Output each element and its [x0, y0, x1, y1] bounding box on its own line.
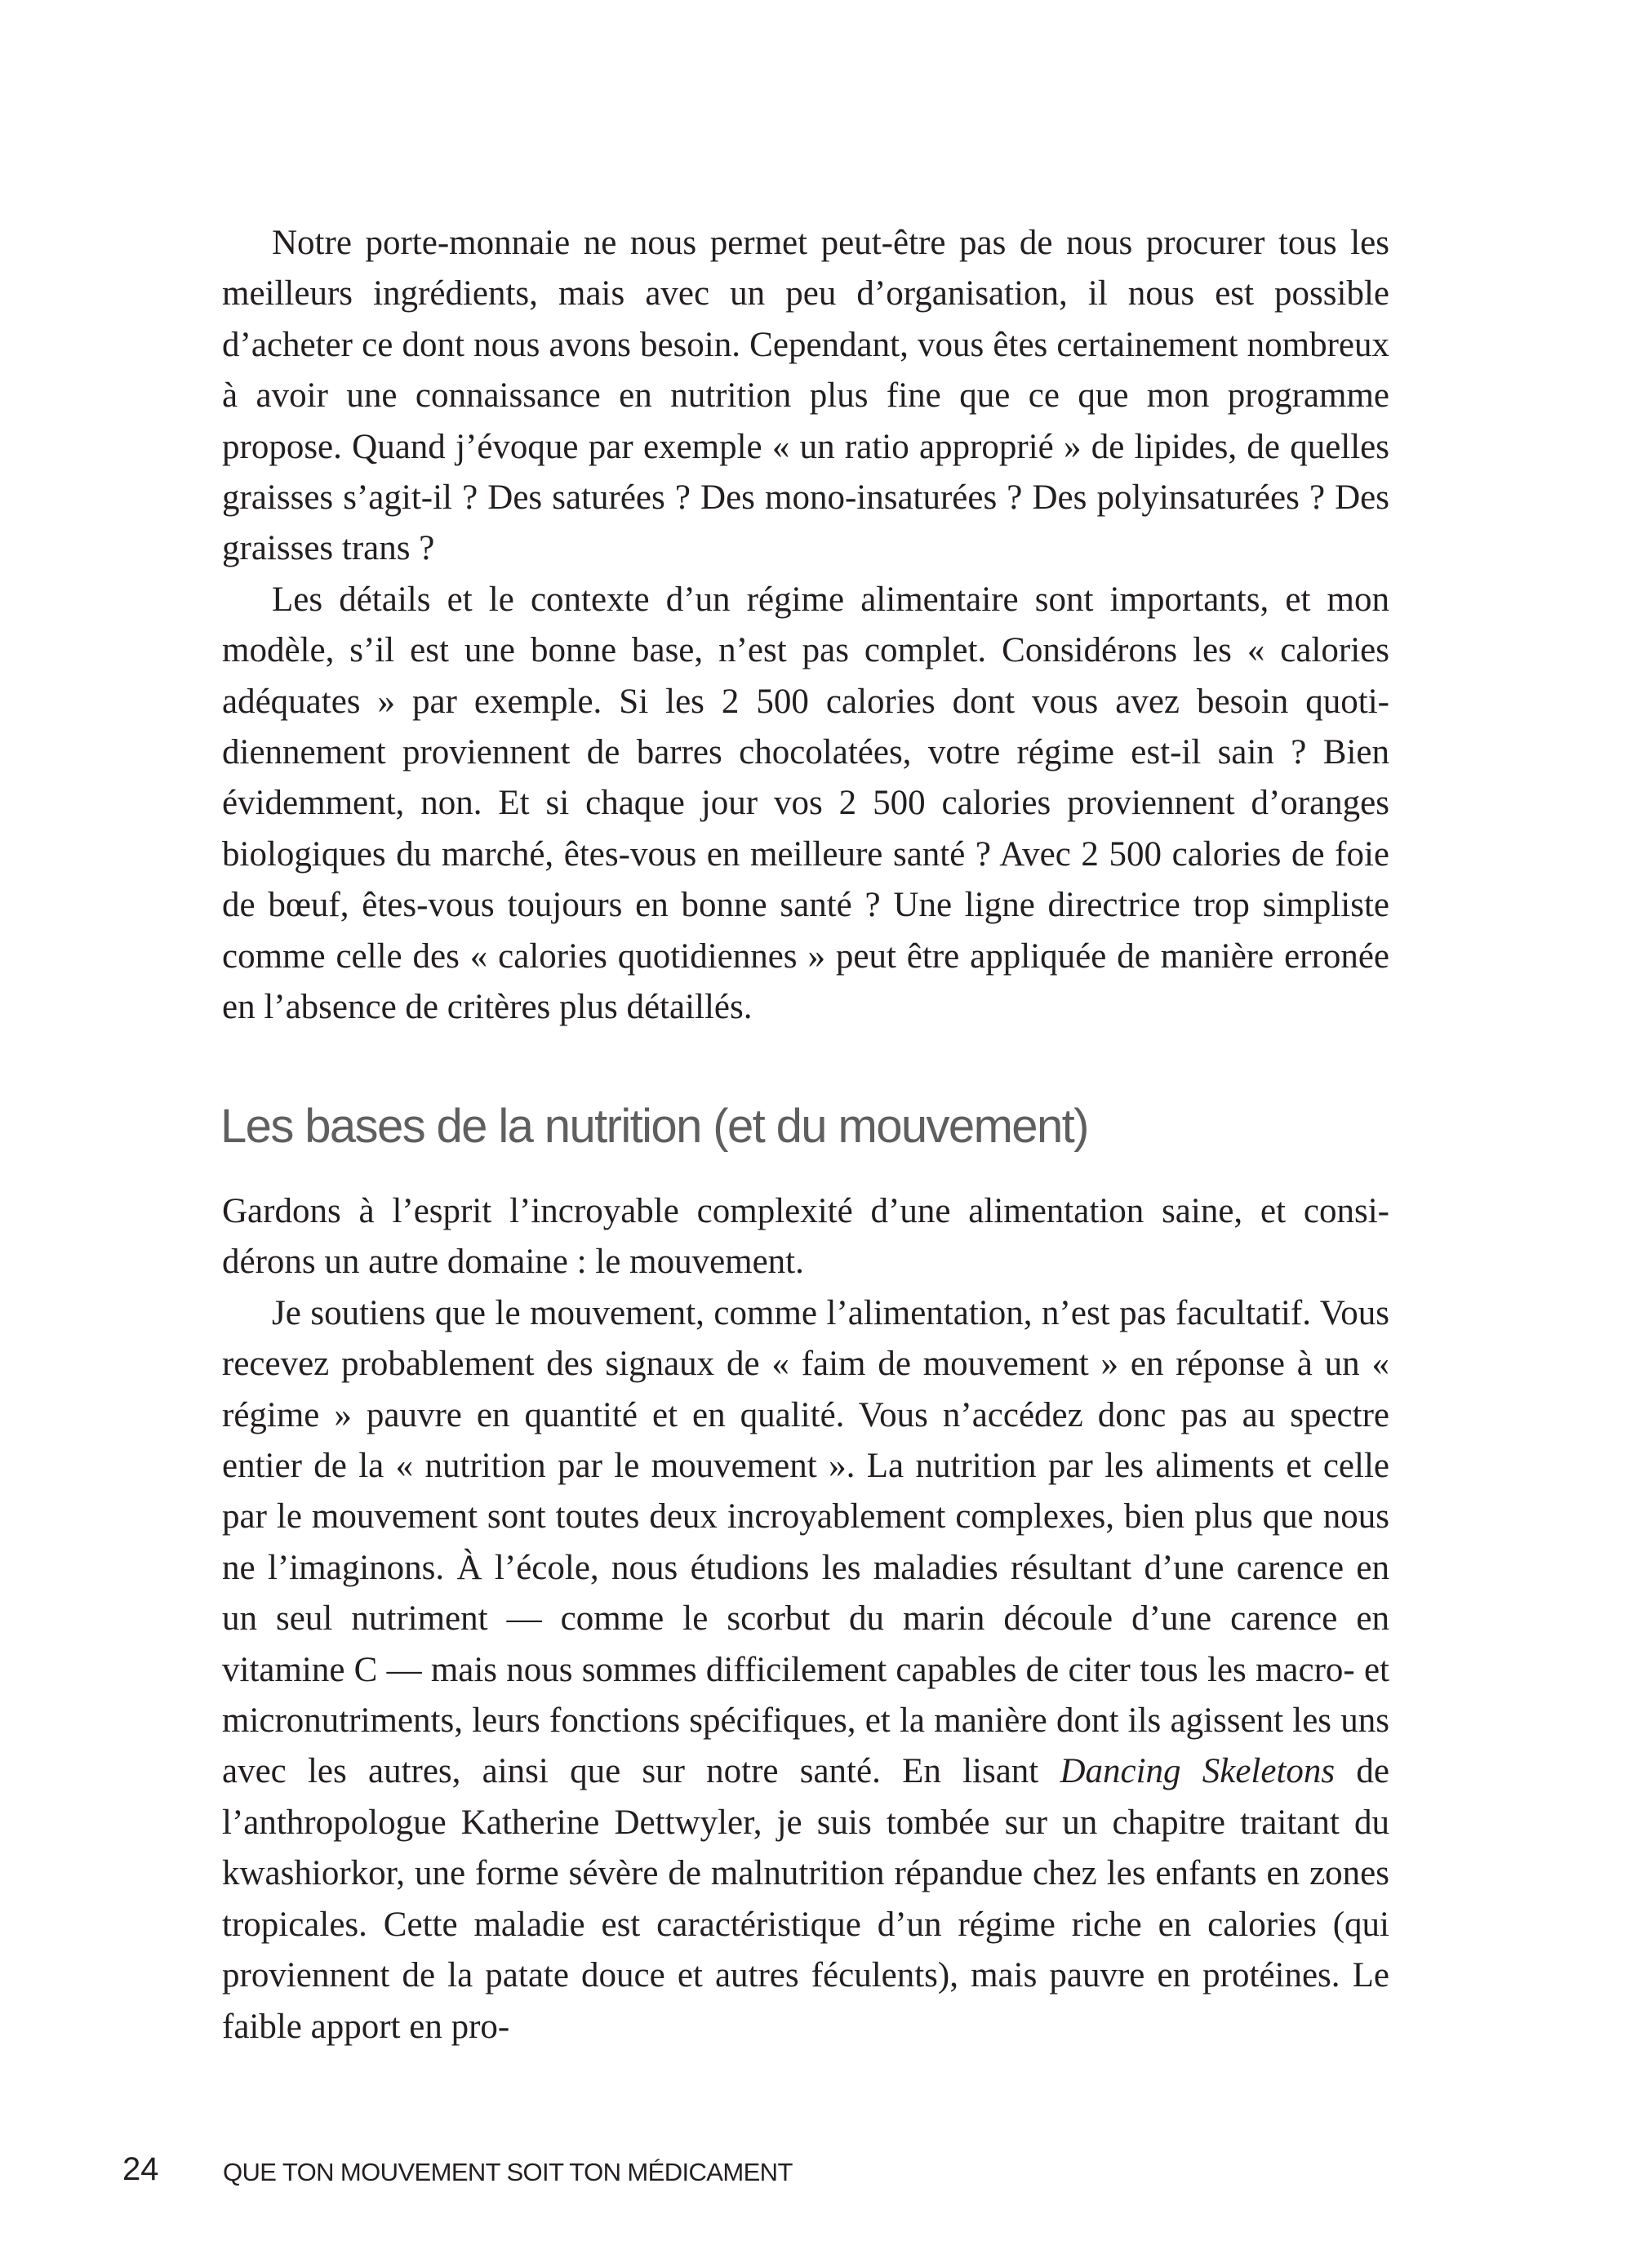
paragraph — [222, 218, 1389, 575]
body-text-section-1 — [222, 218, 1389, 1034]
running-title: QUE TON MOUVEMENT SOIT TON MÉDICAMENT — [223, 2158, 793, 2186]
section-heading: Les bases de la nutrition (et du mouvement) — [220, 1100, 1088, 1153]
body-text-section-2 — [222, 1186, 1389, 2052]
paragraph-text: Les détails et le contexte d’un régime alimentaire sont importants, et mon modèle, s’il est une bonne base, n’est pas complet. Considérons les « calories adéquates » par exemple. Si les 2 500 calories dont vous avez besoin quotidiennement proviennent de barres chocolatées, votre régime est-il sain ? Bien évidemment, non. Et si chaque jour vos 2 500 calories proviennent d’oranges biologiques du marché, êtes-vous en meilleure santé ? Avec 2 500 calories de foie de bœuf, êtes-vous toujours en bonne santé ? Une ligne directrice trop simpliste comme celle des « calories quotidiennes » peut être appliquée de manière erronée en l’absence de critères plus détaillés. — [222, 580, 1389, 1027]
paragraph — [222, 1288, 1389, 2052]
paragraph-text: Gardons à l’esprit l’incroyable complexité d’une alimentation saine, et considérons un autre domaine : le mouvement. — [222, 1192, 1389, 1282]
paragraph — [222, 1186, 1389, 1288]
page-number: 24 — [122, 2151, 159, 2187]
book-title: Dancing Skeletons — [1060, 1752, 1336, 1791]
paragraph — [222, 575, 1389, 1034]
paragraph-text: Je soutiens que le mouvement, comme l’alimentation, n’est pas facultatif. Vous recevez probablement des signaux de « faim de mouvement » en réponse à un « régime » pauvre en quantité et en qualité. Vous n’accédez donc pas au spectre entier de la « nutrition par le mouvement ». La nutrition par les aliments et celle par le mouvement sont toutes deux incroyablement complexes, bien plus que nous ne l’imaginons. À l’école, nous étudions les maladies résultant d’une carence en un seul nutriment — comme le scorbut du marin découle d’une carence en vitamine C — mais nous sommes difficilement capables de citer tous les macro- et micronutriments, leurs fonctions spécifiques, et la manière dont ils agissent les uns avec les autres, ainsi que sur notre santé. En lisant — [222, 1293, 1389, 1791]
paragraph-text-continued: de l’anthropologue Katherine Dettwyler, je suis tombée sur un chapitre traitant du kwashiorkor, une forme sévère de malnutrition répandue chez les enfants en zones tropicales. Cette maladie est caractéristique d’un régime riche en calories (qui proviennent de la patate douce et autres féculents), mais pauvre en protéines. Le faible apport en pro- — [222, 1752, 1389, 2046]
paragraph-text: Notre porte-monnaie ne nous permet peut-être pas de nous procurer tous les meilleurs ingrédients, mais avec un peu d’organisation, il nous est possible d’acheter ce dont nous avons besoin. Cependant, vous êtes certainement nombreux à avoir une connaissance en nutrition plus fine que ce que mon programme propose. Quand j’évoque par exemple « un ratio approprié » de lipides, de quelles graisses s’agit-il ? Des saturées ? Des mono-insaturées ? Des polyinsaturées ? Des graisses trans ? — [222, 224, 1389, 568]
page-footer — [0, 2149, 1640, 2190]
